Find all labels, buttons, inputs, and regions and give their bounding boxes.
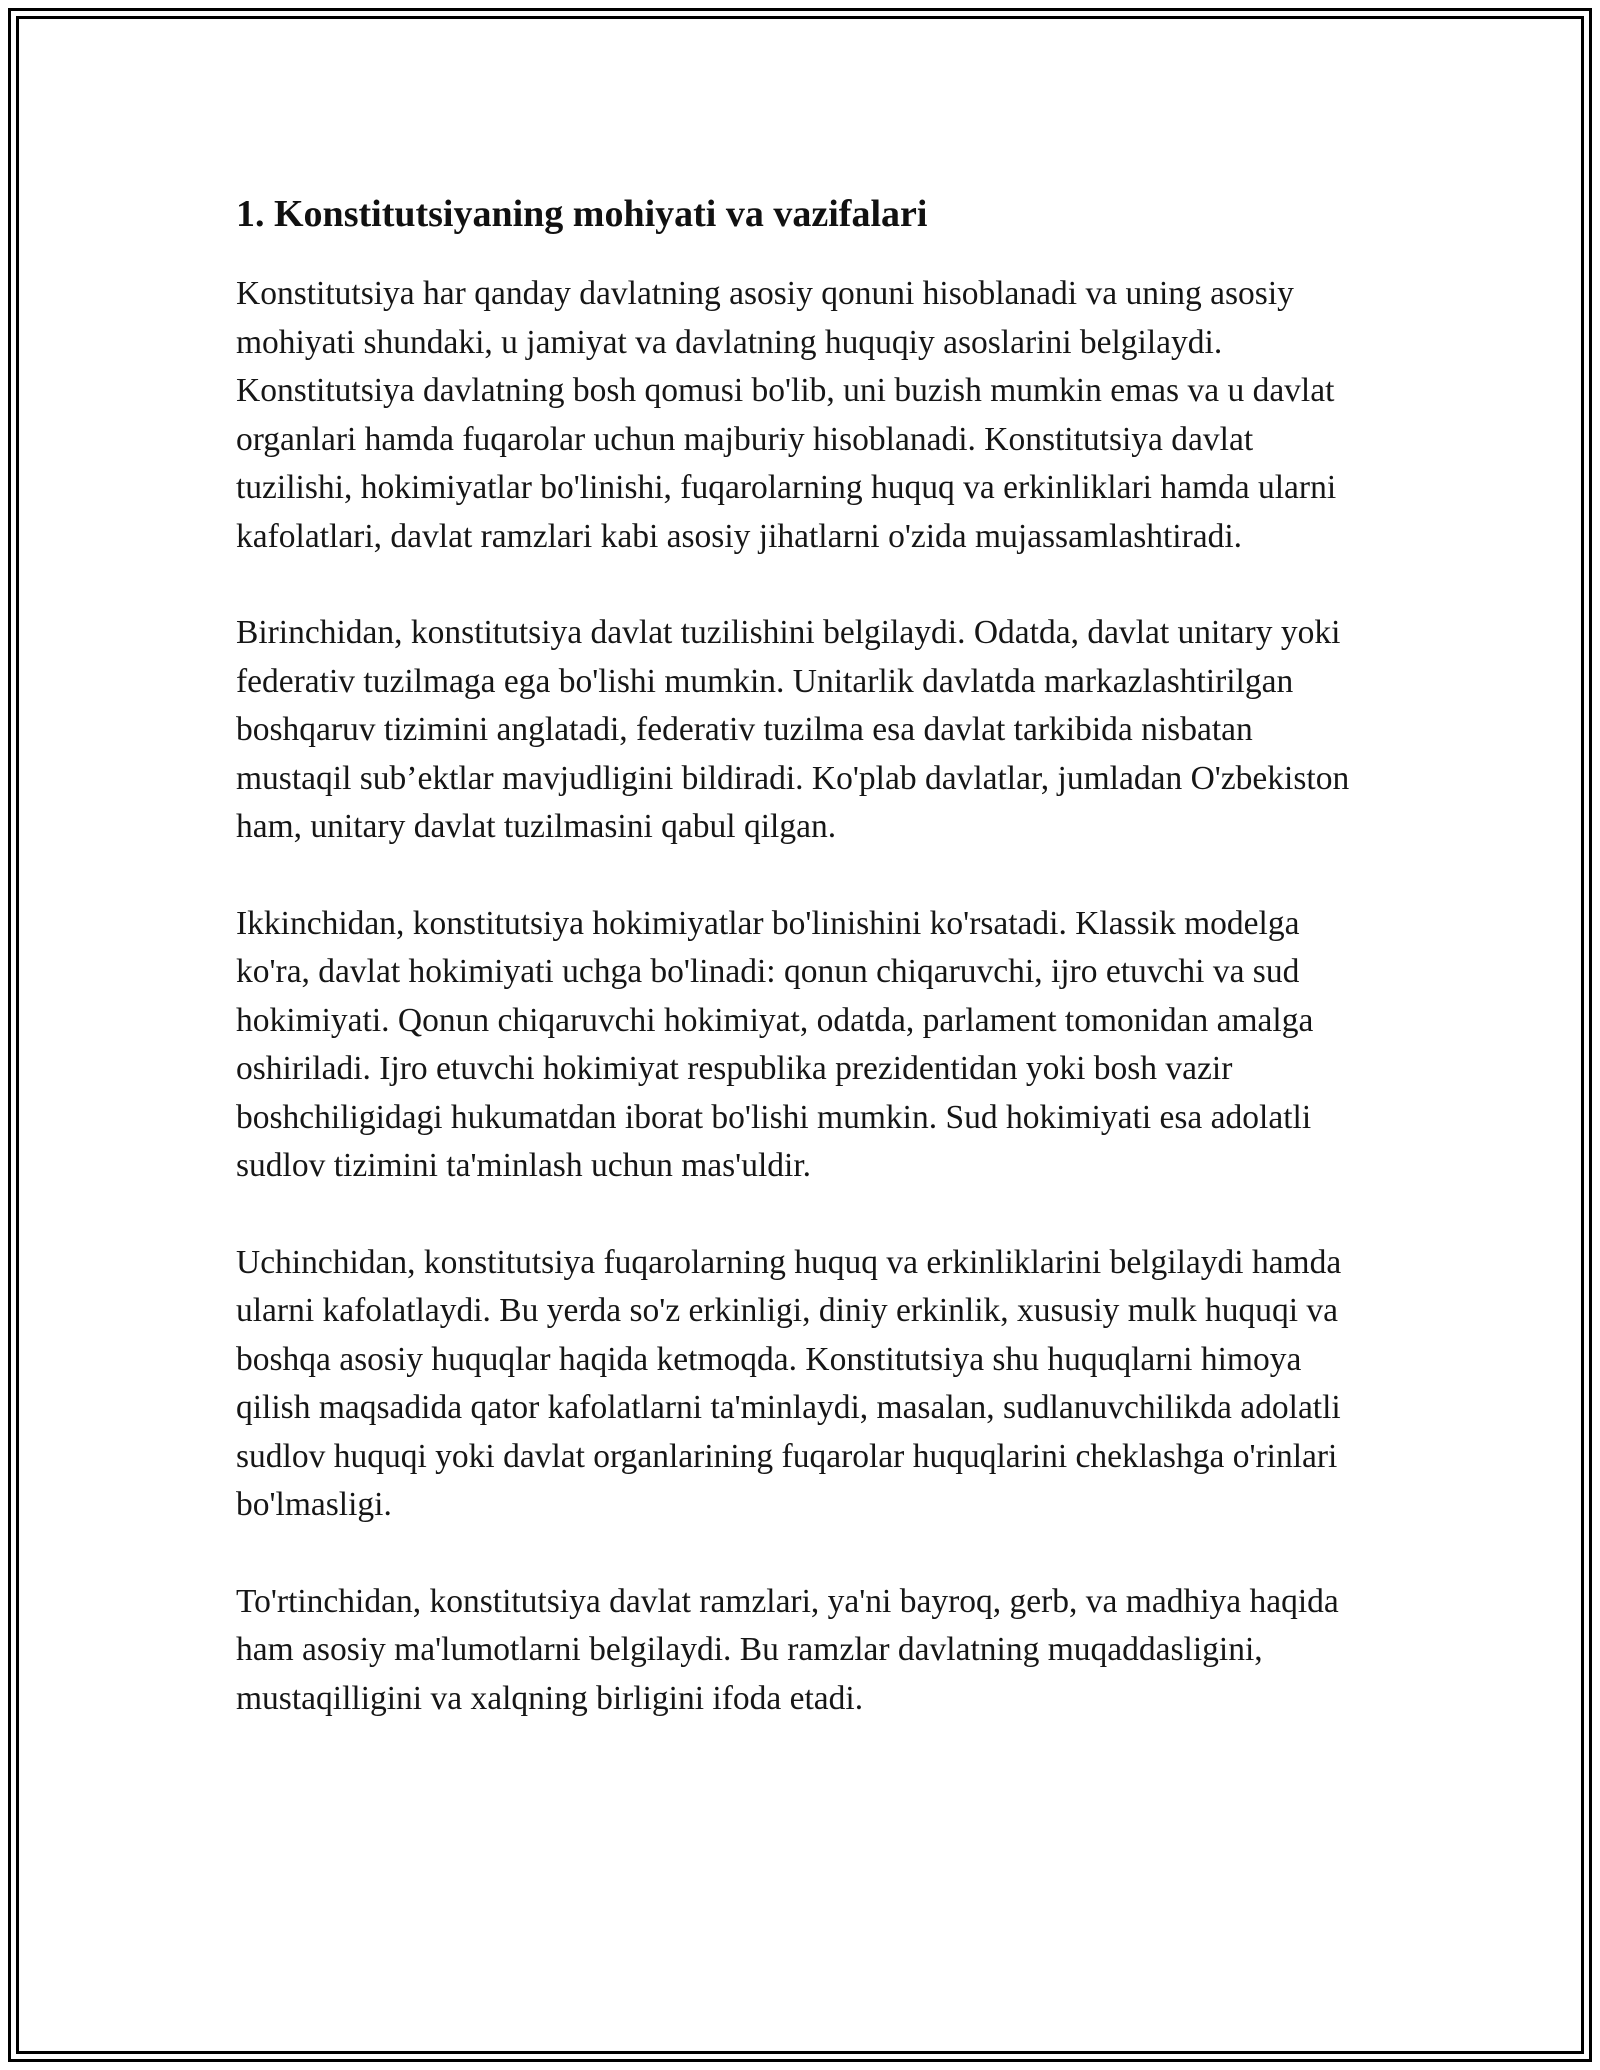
document-body [236, 186, 1366, 1771]
paragraph-separation-of-powers: Ikkinchidan, konstitutsiya hokimiyatlar bo'linishini ko'rsatadi. Klassik modelga ko'ra, davlat hokimiyati uchga bo'linadi: qonun chiqaruvchi, ijro etuvchi va sud hokimiyati. Qonun chiqaruvchi hokimiyat, odatda, parlament tomonidan amalga oshiriladi. Ijro etuvchi hokimiyat respublika prezidentidan yoki bosh vazir boshchiligidagi hukumatdan iborat bo'lishi mumkin. Sud hokimiyati esa adolatli sudlov tizimini ta'minlash uchun mas'uldir. [236, 904, 1314, 1184]
paragraph-intro: Konstitutsiya har qanday davlatning asosiy qonuni hisoblanadi va uning asosiy mohiyati shundaki, u jamiyat va davlatning huquqiy asoslarini belgilaydi. Konstitutsiya davlatning bosh qomusi bo'lib, uni buzish mumkin emas va u davlat organlari hamda fuqarolar uchun majburiy hisoblanadi. Konstitutsiya davlat tuzilishi, hokimiyatlar bo'linishi, fuqarolarning huquq va erkinliklari hamda ularni kafolatlari, davlat ramzlari kabi asosiy jihatlarni o'zida mujassamlashtiradi. [236, 275, 1337, 555]
paragraph-state-structure: Birinchidan, konstitutsiya davlat tuzilishini belgilaydi. Odatda, davlat unitary yoki federativ tuzilmaga ega bo'lishi mumkin. Unitarlik davlatda markazlashtirilgan boshqaruv tizimini anglatadi, federativ tuzilma esa davlat tarkibida nisbatan mustaqil sub’ektlar mavjudligini bildiradi. Ko'plab davlatlar, jumladan O'zbekiston ham, unitary davlat tuzilmasini qabul qilgan. [236, 614, 1350, 845]
paragraph-citizen-rights: Uchinchidan, konstitutsiya fuqarolarning huquq va erkinliklarini belgilaydi hamda ularni kafolatlaydi. Bu yerda so'z erkinligi, diniy erkinlik, xususiy mulk huquqi va boshqa asosiy huquqlar haqida ketmoqda. Konstitutsiya shu huquqlarni himoya qilish maqsadida qator kafolatlarni ta'minlaydi, masalan, sudlanuvchilikda adolatli sudlov huquqi yoki davlat organlarining fuqarolar huquqlarini cheklashga o'rinlari bo'lmasligi. [236, 1243, 1342, 1523]
section-heading: 1. Konstitutsiyaning mohiyati va vazifalari [236, 193, 928, 235]
paragraph-state-symbols: To'rtinchidan, konstitutsiya davlat ramzlari, ya'ni bayroq, gerb, va madhiya haqida ham asosiy ma'lumotlarni belgilaydi. Bu ramzlar davlatning muqaddasligini, mustaqilligini va xalqning birligini ifoda etadi. [236, 1582, 1339, 1717]
